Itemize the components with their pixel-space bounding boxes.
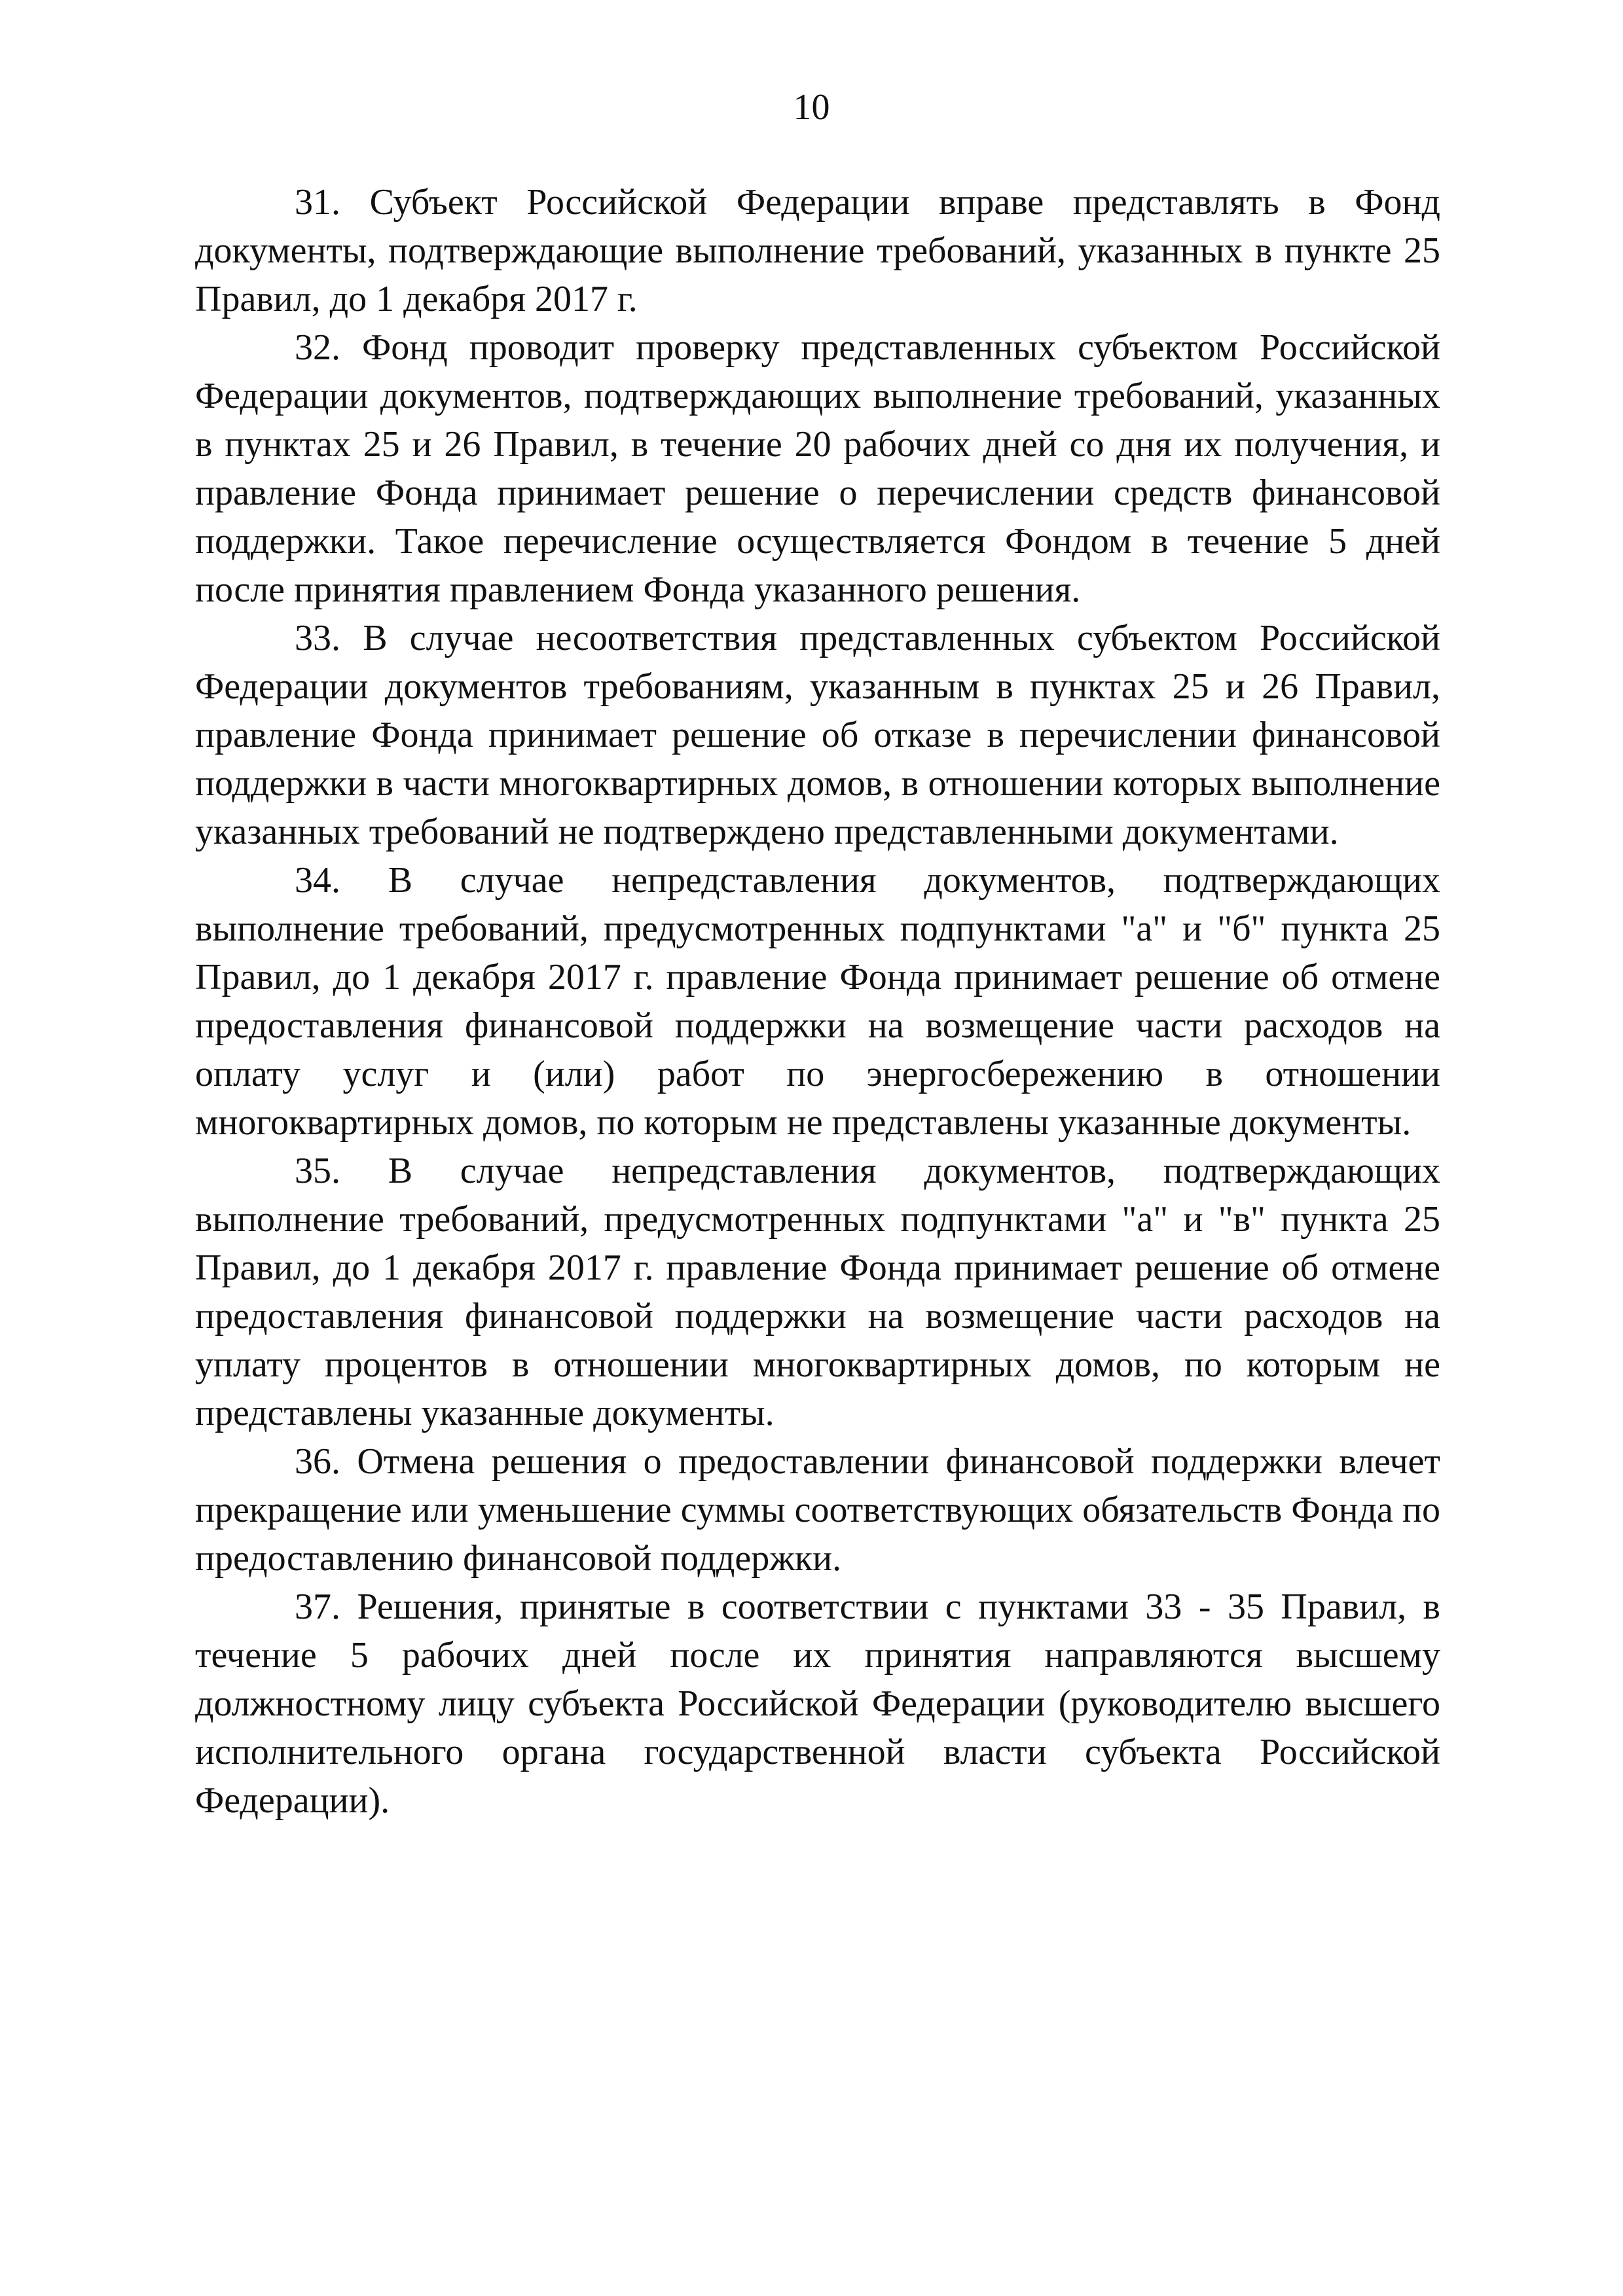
paragraph-34: 34. В случае непредставления документов, подтверждающих выполнение требований, предусмотренных подпунктами "а" и "б" пункта 25 Правил, до 1 декабря 2017 г. правление Фонда принимает решение об отмене предоставления финансовой поддержки на возмещение части расходов на оплату услуг и (или) работ по энергосбережению в отношении многоквартирных домов, по которым не представлены указанные документы. bbox=[195, 860, 1440, 1143]
paragraph-33: 33. В случае несоответствия представленных субъектом Российской Федерации документов требованиям, указанным в пунктах 25 и 26 Правил, правление Фонда принимает решение об отказе в перечислении финансовой поддержки в части многоквартирных домов, в отношении которых выполнение указанных требований не подтверждено представленными документами. bbox=[195, 618, 1440, 852]
paragraph-32: 32. Фонд проводит проверку представленных субъектом Российской Федерации документов, подтверждающих выполнение требований, указанных в пунктах 25 и 26 Правил, в течение 20 рабочих дней со дня их получения, и правление Фонда принимает решение о перечислении средств финансовой поддержки. Такое перечисление осуществляется Фондом в течение 5 дней после принятия правлением Фонда указанного решения. bbox=[195, 327, 1440, 610]
document-body bbox=[195, 178, 1440, 1825]
paragraph-31: 31. Субъект Российской Федерации вправе представлять в Фонд документы, подтверждающие выполнение требований, указанных в пункте 25 Правил, до 1 декабря 2017 г. bbox=[195, 182, 1440, 319]
paragraph-35: 35. В случае непредставления документов, подтверждающих выполнение требований, предусмотренных подпунктами "а" и "в" пункта 25 Правил, до 1 декабря 2017 г. правление Фонда принимает решение об отмене предоставления финансовой поддержки на возмещение части расходов на уплату процентов в отношении многоквартирных домов, по которым не представлены указанные документы. bbox=[195, 1151, 1440, 1433]
page-number: 10 bbox=[793, 87, 830, 128]
paragraph-37: 37. Решения, принятые в соответствии с пунктами 33 - 35 Правил, в течение 5 рабочих дней после их принятия направляются высшему должностному лицу субъекта Российской Федерации (руководителю высшего исполнительного органа государственной власти субъекта Российской Федерации). bbox=[195, 1587, 1440, 1821]
paragraph-36: 36. Отмена решения о предоставлении финансовой поддержки влечет прекращение или уменьшение суммы соответствующих обязательств Фонда по предоставлению финансовой поддержки. bbox=[195, 1441, 1440, 1579]
